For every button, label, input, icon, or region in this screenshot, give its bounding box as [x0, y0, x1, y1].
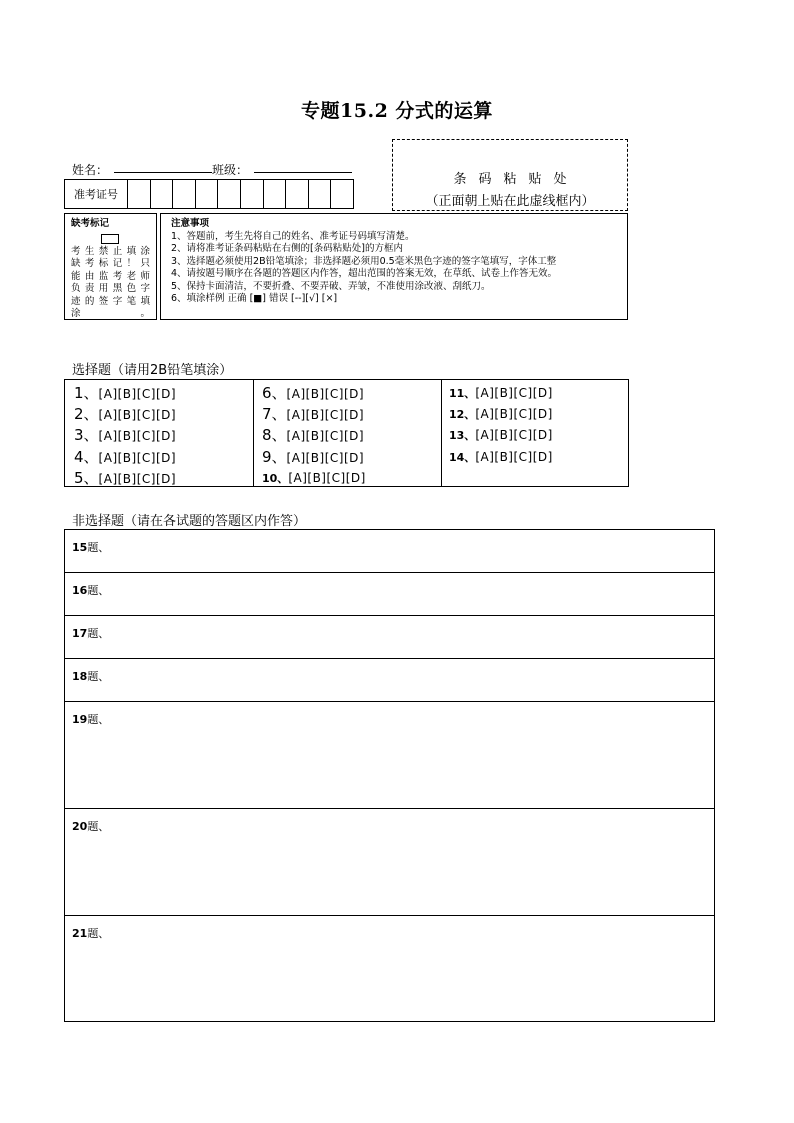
name-field[interactable] — [114, 161, 212, 173]
notice-item: 1、答题前，考生先将自己的姓名、准考证号码填写清楚。 — [171, 230, 415, 242]
exam-id-cell[interactable] — [309, 180, 332, 208]
mc-question-number: 9、 — [262, 447, 287, 466]
mc-question-number: 12、 — [449, 408, 476, 422]
absent-desc-line: 负责用黑色字 — [71, 283, 150, 294]
answer-area-q18[interactable] — [65, 659, 714, 702]
absent-desc-line: 能由监考老师 — [71, 270, 150, 282]
absent-mark-panel — [64, 213, 157, 320]
mc-question-number: 6、 — [262, 384, 287, 402]
mc-options: [A][B][C][D] — [98, 471, 177, 486]
notice-heading: 注意事项 — [171, 218, 210, 229]
exam-id-label: 准考证号 — [65, 180, 128, 208]
mc-question-number: 13、 — [449, 429, 476, 443]
notice-item: 4、请按题号顺序在各题的答题区内作答，超出范围的答案无效，在草纸、试卷上作答无效。 — [171, 268, 558, 279]
mc-question-number: 2、 — [74, 405, 99, 424]
question-label: 21题、 — [72, 927, 110, 940]
absent-desc-line: 涂。 — [71, 308, 150, 319]
mc-question-number: 14、 — [449, 450, 476, 464]
mc-options: [A][B][C][D] — [98, 450, 177, 465]
question-label: 17题、 — [72, 627, 110, 640]
mc-options: [A][B][C][D] — [286, 450, 365, 465]
exam-id-cell[interactable] — [173, 180, 196, 208]
absent-desc-line: 迹的签字笔填 — [71, 295, 150, 307]
mc-options: [A][B][C][D] — [98, 387, 177, 401]
answer-area-q20[interactable] — [65, 809, 714, 916]
mc-question-number: 5、 — [74, 468, 99, 487]
mc-options: [A][B][C][D] — [286, 429, 365, 444]
notice-panel — [160, 213, 628, 320]
mc-row[interactable] — [449, 404, 628, 425]
question-label: 16题、 — [72, 584, 110, 597]
question-label: 20题、 — [72, 820, 110, 833]
barcode-hint: （正面朝上贴在此虚线框内） — [425, 194, 595, 209]
mc-row[interactable] — [74, 425, 253, 446]
mc-row[interactable] — [74, 468, 253, 489]
exam-id-cell[interactable] — [241, 180, 264, 208]
nmc-section-title: 非选择题（请在各试题的答题区内作答） — [72, 514, 307, 529]
mc-question-number: 1、 — [74, 384, 99, 402]
mc-column — [253, 380, 441, 486]
nmc-answer-table — [64, 529, 715, 1022]
answer-area-q15[interactable] — [65, 530, 714, 573]
mc-options: [A][B][C][D] — [98, 429, 177, 444]
mc-row[interactable] — [262, 404, 441, 425]
mc-answer-table — [64, 379, 629, 487]
notice-item: 5、保持卡面清洁，不要折叠、不要弄破、弄皱，不准使用涂改液、刮纸刀。 — [171, 280, 491, 292]
notice-item: 3、选择题必须使用2B铅笔填涂；非选择题必须用0.5毫米黑色字迹的签字笔填写，字体工整 — [171, 255, 557, 267]
exam-id-cell[interactable] — [128, 180, 151, 208]
exam-id-cell[interactable] — [331, 180, 353, 208]
answer-area-q19[interactable] — [65, 702, 714, 809]
barcode-area — [392, 139, 628, 211]
mc-row[interactable] — [449, 383, 628, 404]
class-field[interactable] — [254, 161, 352, 173]
barcode-title: 条码粘贴处 — [453, 172, 579, 187]
mc-row[interactable] — [449, 447, 628, 468]
mc-options: [A][B][C][D] — [475, 407, 553, 422]
mc-options: [A][B][C][D] — [475, 386, 553, 400]
absent-heading: 缺考标记 — [71, 218, 110, 229]
exam-id-cell[interactable] — [264, 180, 287, 208]
mc-options: [A][B][C][D] — [286, 387, 365, 401]
absent-mark-box[interactable] — [101, 234, 119, 244]
mc-question-number: 7、 — [262, 405, 287, 424]
exam-id-grid — [64, 179, 354, 209]
question-label: 19题、 — [72, 713, 110, 726]
mc-question-number: 8、 — [262, 426, 287, 445]
mc-row[interactable] — [262, 425, 441, 446]
absent-desc-line: 考生禁止填涂 — [71, 245, 150, 257]
exam-id-cell[interactable] — [286, 180, 309, 208]
mc-row[interactable] — [262, 383, 441, 404]
notice-item: 2、请将准考证条码粘贴在右侧的[条码粘贴处]的方框内 — [171, 243, 403, 254]
name-label: 姓名： — [72, 163, 109, 177]
absent-desc-line: 缺考标记！只 — [71, 258, 150, 269]
mc-question-number: 4、 — [74, 447, 99, 466]
mc-row[interactable] — [262, 468, 441, 489]
mc-column — [441, 380, 628, 486]
mc-options: [A][B][C][D] — [98, 408, 177, 423]
mc-options: [A][B][C][D] — [288, 470, 366, 485]
notice-item: 6、填涂样例 正确 [■] 错误 [--][√] [×] — [171, 293, 338, 304]
page-title: 专题15.2 分式的运算 — [301, 100, 493, 122]
mc-row[interactable] — [74, 447, 253, 468]
question-label: 15题、 — [72, 541, 110, 554]
exam-id-cell[interactable] — [151, 180, 174, 208]
mc-question-number: 3、 — [74, 426, 99, 445]
question-label: 18题、 — [72, 670, 110, 683]
mc-row[interactable] — [74, 404, 253, 425]
mc-options: [A][B][C][D] — [475, 449, 553, 464]
mc-column — [65, 380, 253, 486]
mc-question-number: 10、 — [262, 471, 289, 485]
exam-id-cell[interactable] — [218, 180, 241, 208]
answer-area-q16[interactable] — [65, 573, 714, 616]
mc-row[interactable] — [262, 447, 441, 468]
answer-area-q21[interactable] — [65, 916, 714, 1021]
answer-area-q17[interactable] — [65, 616, 714, 659]
class-label: 班级： — [212, 163, 249, 177]
mc-row[interactable] — [449, 425, 628, 446]
exam-id-cell[interactable] — [196, 180, 219, 208]
mc-row[interactable] — [74, 383, 253, 404]
mc-options: [A][B][C][D] — [286, 408, 365, 423]
mc-section-title: 选择题（请用2B铅笔填涂） — [72, 363, 233, 378]
mc-options: [A][B][C][D] — [475, 428, 553, 443]
mc-question-number: 11、 — [449, 387, 476, 400]
